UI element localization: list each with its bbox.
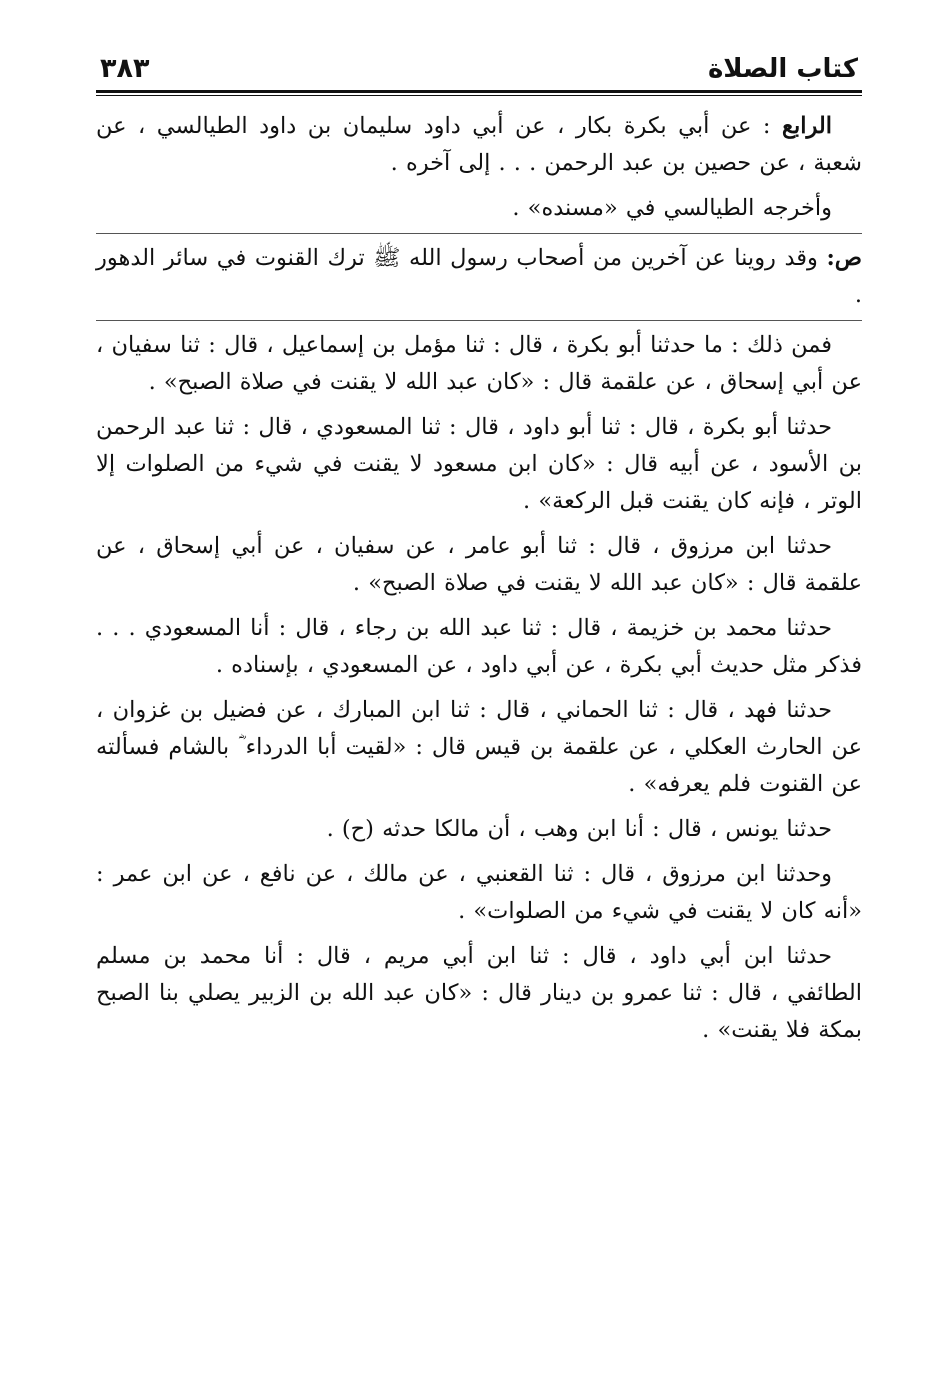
paragraph: حدثنا فهد ، قال : ثنا الحماني ، قال : ثنا ابن المبارك ، عن فضيل بن غزوان ، عن الحارث العكلي ، عن علقمة بن قيس قال : «لقيت أبا الدرداء ؓ بالشام فسألته عن القنوت فلم يعرفه» . xyxy=(96,697,862,797)
page-body xyxy=(96,104,862,1053)
paragraph: حدثنا يونس ، قال : أنا ابن وهب ، أن مالكا حدثه (ح) . xyxy=(326,816,832,842)
paragraph: وحدثنا ابن مرزوق ، قال : ثنا القعنبي ، عن مالك ، عن نافع ، عن ابن عمر : «أنه كان لا يقنت في شيء من الصلوات» . xyxy=(96,861,862,924)
page-number: ٣٨٣ xyxy=(100,53,150,84)
separator xyxy=(96,320,862,321)
document-page xyxy=(96,40,862,1382)
separator xyxy=(96,233,862,234)
paragraph: الرابع : عن أبي بكرة بكار ، عن أبي داود سليمان بن داود الطيالسي ، عن شعبة ، عن حصين بن عبد الرحمن . . . إلى آخره . xyxy=(96,113,862,176)
chapter-title: كتاب الصلاة xyxy=(707,54,858,84)
paragraph: فمن ذلك : ما حدثنا أبو بكرة ، قال : ثنا مؤمل بن إسماعيل ، قال : ثنا سفيان ، عن أبي إسحاق ، عن علقمة قال : «كان عبد الله لا يقنت في صلاة الصبح» . xyxy=(96,332,862,395)
header-rule xyxy=(96,90,862,93)
paragraph: وأخرجه الطيالسي في «مسنده» . xyxy=(512,195,832,221)
paragraph: حدثنا محمد بن خزيمة ، قال : ثنا عبد الله بن رجاء ، قال : أنا المسعودي . . . فذكر مثل حديث أبي بكرة ، عن أبي داود ، عن المسعودي ، بإسناده . xyxy=(96,615,862,678)
paragraph: حدثنا ابن أبي داود ، قال : ثنا ابن أبي مريم ، قال : أنا محمد بن مسلم الطائفي ، قال : ثنا عمرو بن دينار قال : «كان عبد الله بن الزبير يصلي بنا الصبح بمكة فلا يقنت» . xyxy=(96,943,862,1043)
paragraph: ص: وقد روينا عن آخرين من أصحاب رسول الله ﷺ ترك القنوت في سائر الدهور . xyxy=(96,245,862,308)
header-rule-thin xyxy=(96,95,862,96)
paragraph: حدثنا ابن مرزوق ، قال : ثنا أبو عامر ، عن سفيان ، عن أبي إسحاق ، عن علقمة قال : «كان عبد الله لا يقنت في صلاة الصبح» . xyxy=(96,533,862,596)
paragraph: حدثنا أبو بكرة ، قال : ثنا أبو داود ، قال : ثنا المسعودي ، قال : ثنا عبد الرحمن بن الأسود ، عن أبيه قال : «كان ابن مسعود لا يقنت في شيء من الصلوات إلا الوتر ، فإنه كان يقنت قبل الركعة» . xyxy=(96,414,862,514)
page-header xyxy=(96,40,862,84)
